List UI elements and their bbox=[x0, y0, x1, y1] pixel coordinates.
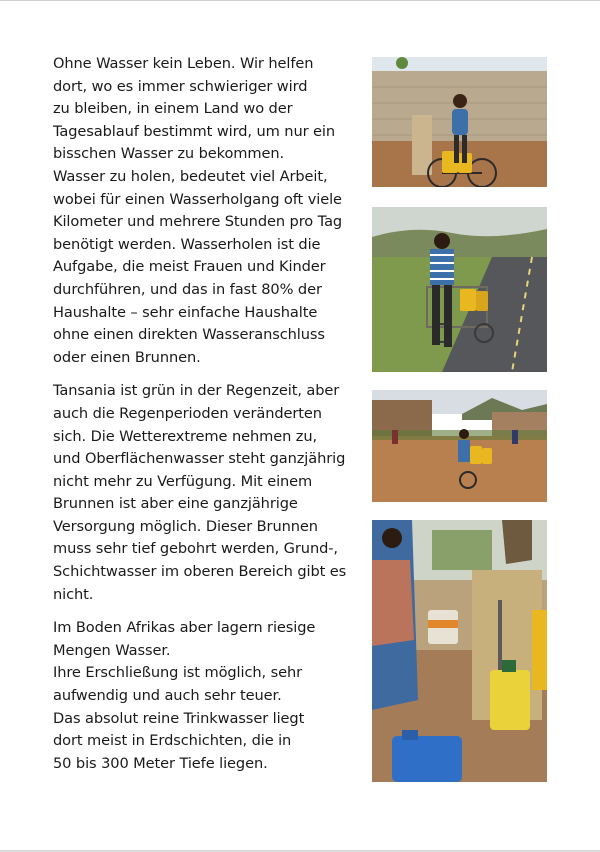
photo-water-tap-women bbox=[372, 520, 547, 782]
text-line: wobei für einen Wasserholgang oft viele bbox=[53, 190, 342, 208]
text-line: Kilometer und mehrere Stunden pro Tag bbox=[53, 213, 343, 231]
text-line: Im Boden Afrikas aber lagern riesige bbox=[53, 619, 316, 637]
paragraph-3 bbox=[53, 617, 353, 775]
photo-village-street bbox=[372, 390, 547, 502]
text-line: zu bleiben, in einem Land wo der bbox=[53, 100, 293, 118]
text-line: Ihre Erschließung ist möglich, sehr bbox=[53, 664, 303, 682]
text-line: Schichtwasser im oberen Bereich gibt es bbox=[53, 563, 347, 581]
text-line: aufwendig und auch sehr teuer. bbox=[53, 687, 282, 705]
text-line: Haushalte – sehr einfache Haushalte bbox=[53, 303, 318, 321]
paragraph-1 bbox=[53, 53, 353, 369]
text-line: dort, wo es immer schwieriger wird bbox=[53, 77, 308, 95]
text-line: muss sehr tief gebohrt werden, Grund-, bbox=[53, 540, 338, 558]
text-line: sich. Die Wetterextreme nehmen zu, bbox=[53, 427, 318, 445]
text-line: dort meist in Erdschichten, die in bbox=[53, 732, 292, 750]
text-line: oder einen Brunnen. bbox=[53, 348, 201, 366]
text-line: Wasser zu holen, bedeutet viel Arbeit, bbox=[53, 167, 328, 185]
top-divider bbox=[0, 0, 600, 1]
text-line: Versorgung möglich. Dieser Brunnen bbox=[53, 517, 318, 535]
text-line: 50 bis 300 Meter Tiefe liegen. bbox=[53, 754, 268, 772]
text-line: Tagesablauf bestimmt wird, um nur ein bbox=[53, 122, 336, 140]
text-line: Mengen Wasser. bbox=[53, 641, 171, 659]
text-line: nicht mehr zu Verfügung. Mit einem bbox=[53, 472, 313, 490]
text-line: durchführen, und das in fast 80% der bbox=[53, 280, 322, 298]
photo-bicycle-water-transport bbox=[372, 57, 547, 187]
text-line: Aufgabe, die meist Frauen und Kinder bbox=[53, 258, 326, 276]
text-line: benötigt werden. Wasserholen ist die bbox=[53, 235, 321, 253]
text-line: ohne einen direkten Wasseranschluss bbox=[53, 326, 325, 344]
text-line: nicht. bbox=[53, 585, 94, 603]
text-line: auch die Regenperioden veränderten bbox=[53, 404, 322, 422]
text-line: Brunnen ist aber eine ganzjährige bbox=[53, 495, 298, 513]
photo-cart-pushing-road bbox=[372, 207, 547, 372]
text-line: und Oberflächenwasser steht ganzjährig bbox=[53, 450, 346, 468]
text-line: bisschen Wasser zu bekommen. bbox=[53, 145, 285, 163]
article-text bbox=[53, 53, 353, 775]
text-line: Ohne Wasser kein Leben. Wir helfen bbox=[53, 55, 314, 72]
text-line: Das absolut reine Trinkwasser liegt bbox=[53, 709, 305, 727]
text-line: Tansania ist grün in der Regenzeit, aber bbox=[53, 382, 340, 400]
paragraph-2 bbox=[53, 380, 353, 606]
